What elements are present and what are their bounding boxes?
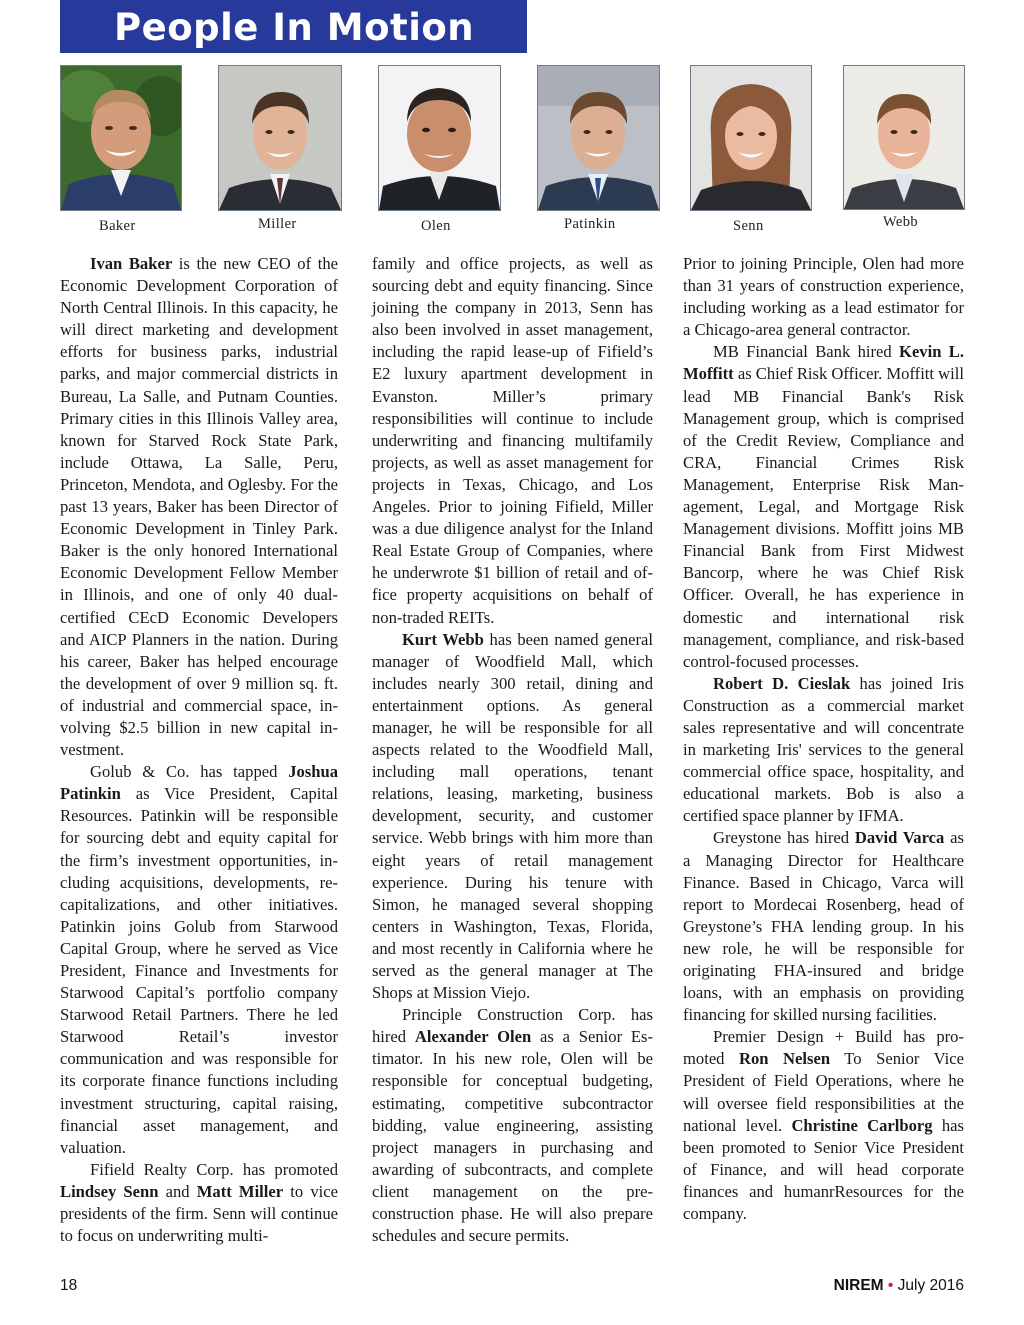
person-name: Matt Miller bbox=[196, 1181, 284, 1201]
article-text: and bbox=[158, 1181, 197, 1201]
issue-date: July 2016 bbox=[897, 1277, 964, 1294]
person-name: David Varca bbox=[854, 828, 945, 848]
person-name: Lindsey Senn bbox=[60, 1181, 159, 1201]
article-baker bbox=[60, 253, 338, 761]
article-text: as a Senior Estimator. In his new role, Olen will be responsible for conceptual budgeting, estimating, competitive subcontractor bidding, value engineering, assisting project managers in purchasing and awarding of subcontracts, and complete client management on the pre-construction phase. He will also prepare schedules and secure permits. bbox=[372, 1027, 654, 1246]
photo-webb bbox=[843, 65, 965, 210]
caption-baker: Baker bbox=[99, 218, 136, 234]
article-patinkin bbox=[60, 761, 338, 1159]
article-senn-miller-start bbox=[60, 1159, 338, 1247]
column-2 bbox=[372, 253, 653, 1247]
section-title: People In Motion bbox=[114, 6, 475, 49]
article-text: as Vice President, Capital Resources. Patinkin will be responsible for sourcing debt and equity capital for the firm’s investment opportunities, including acquisitions, developments, recapitalizations, and other initiatives. Patinkin joins Golub from Starwood Capital Group, where he served as Vice President, Finance and Investments for Starwood Capital’s portfolio company Starwood Retail Partners. There he led Starwood Retail’s investor communication and was responsible for its corporate finance functions including investment structuring, capital raising, financial asset management, and valuation. bbox=[60, 784, 338, 1157]
photo-senn bbox=[690, 65, 812, 211]
portrait-olen-icon bbox=[379, 66, 500, 210]
caption-olen: Olen bbox=[421, 218, 451, 234]
article-text: Greystone has hired bbox=[713, 828, 855, 848]
photo-olen bbox=[378, 65, 501, 211]
article-text: as Chief Risk Officer. Moffitt will lead MB Financial Bank's Risk Management group, which is comprised of the Credit Review, Compliance and CRA, Financial Crimes Risk Management, Enterprise Risk Management, Legal, and Mortgage Risk Management divisions. Moffitt joins MB Financial Bank from First Midwest Bancorp, where he was Chief Risk Officer. Overall, he has experience in domestic and international risk management, compliance, and risk-based control-focused processes. bbox=[683, 364, 964, 671]
article-text: to vice presidents of the firm. Senn will continue to focus on underwriting multi- bbox=[60, 1181, 338, 1246]
portrait-baker-icon bbox=[61, 66, 181, 210]
article-text: Principle Construction Corp. has hired bbox=[372, 1005, 653, 1047]
portrait-miller-icon bbox=[219, 66, 341, 210]
column-3 bbox=[683, 253, 964, 1225]
caption-patinkin: Patinkin bbox=[564, 216, 616, 232]
article-text: as a Managing Director for Healthcare Finance. Based in Chicago, Varca will report to Mordecai Rosenberg, head of Greystone’s FHA lending group. In his new role, he will be responsible for originating FHA-insured and bridge loans, with an emphasis on providing financing for skilled nursing facilities. bbox=[683, 828, 964, 1025]
article-text: is the new CEO of the Economic Development Corporation of North Central Illinois. In this capacity, he will direct marketing and development efforts for business parks, industrial parks, and major commercial districts in Bureau, La Salle, and Putnam Counties. Primary cities in this Illinois Valley area, known for Starved Rock State Park, include Ottawa, La Salle, Peru, Princeton, Mendota, and Oglesby. For the past 13 years, Baker has been Director of Economic Development in Tinley Park. Baker is the only honored International Economic Development Fellow Member in Illinois, and one of only 40 dual-certified CEcD Economic Developers and AICP Planners in the nation. During his career, Baker has helped encourage the development of over 9 million sq. ft. of industrial and commercial space, involving $2.5 billion in new capital investment. bbox=[60, 254, 338, 760]
article-text: MB Financial Bank hired bbox=[713, 342, 900, 362]
article-olen-continued: Prior to joining Principle, Olen had more than 31 years of construction experience, including working as a lead estimator for a Chicago-area general contractor. bbox=[683, 254, 964, 340]
caption-webb: Webb bbox=[883, 214, 919, 230]
caption-senn: Senn bbox=[733, 218, 764, 234]
publication-name: NIREM bbox=[833, 1277, 884, 1294]
person-name: Kurt Webb bbox=[402, 629, 484, 649]
article-text: To Senior Vice President of Field Operations, where he will oversee field responsibilities at the national level. bbox=[683, 1049, 965, 1135]
caption-miller: Miller bbox=[258, 216, 297, 232]
article-nelsen bbox=[683, 1026, 964, 1225]
portrait-senn-icon bbox=[691, 66, 811, 210]
article-text: Fifield Realty Corp. has promoted bbox=[90, 1159, 338, 1179]
article-cieslak bbox=[683, 673, 964, 828]
person-name: Christine Carlborg bbox=[791, 1115, 933, 1135]
bullet-separator: • bbox=[887, 1277, 894, 1294]
article-text: has joined Iris Construction as a commercial market sales representative and will concentrate in marketing Iris' services to the general commercial office space, hospitality, and educational markets. Bob is also a certified space planner by IFMA. bbox=[683, 673, 964, 826]
photo-strip bbox=[0, 0, 1024, 240]
person-name: Ivan Baker bbox=[90, 254, 173, 273]
article-text: Golub & Co. has tapped bbox=[90, 762, 289, 782]
article-olen bbox=[372, 1004, 653, 1247]
portrait-webb-icon bbox=[844, 66, 964, 209]
article-text: has been promoted to Senior Vice President of Finance, and will head corporate finances and humanrResources for the company. bbox=[683, 1115, 964, 1224]
person-name: Robert D. Cieslak bbox=[713, 673, 851, 693]
portrait-patinkin-icon bbox=[538, 66, 659, 210]
article-moffitt bbox=[683, 341, 964, 672]
person-name: Kevin L. Moffitt bbox=[683, 342, 964, 384]
photo-patinkin bbox=[537, 65, 660, 211]
person-name: Ron Nelsen bbox=[739, 1049, 831, 1069]
publication-footer bbox=[834, 1277, 964, 1295]
photo-miller bbox=[218, 65, 342, 211]
photo-baker bbox=[60, 65, 182, 211]
person-name: Joshua Patinkin bbox=[60, 762, 338, 804]
person-name: Alexander Olen bbox=[414, 1027, 532, 1047]
article-varca bbox=[683, 827, 964, 1026]
article-text: Premier Design + Build has promoted bbox=[683, 1027, 964, 1069]
article-webb bbox=[372, 629, 653, 1005]
column-1 bbox=[60, 253, 338, 1247]
article-senn-miller-continued: family and office projects, as well as sourcing debt and equity financing. Since joining the company in 2013, Senn has also been involved in asset management, including the rapid lease-up of Fifield’s E2 luxury apartment development in Evanston. Miller’s primary responsibilities will continue to include underwriting and financing multifamily projects, as well as asset management for projects in Texas, Chicago, and Los Angeles. Prior to joining Fifield, Miller was a due diligence analyst for the Inland Real Estate Group of Companies, where he underwrote $1 billion of retail and office property acquisitions on behalf of non-traded REITs. bbox=[372, 254, 653, 627]
page-number: 18 bbox=[60, 1277, 78, 1294]
article-text: has been named general manager of Woodfield Mall, which includes nearly 300 retail, dining and entertainment options. As general manager, he will be responsible for all aspects related to the Woodfield Mall, including mall operations, tenant relations, leasing, marketing, business development, security, and customer service. Webb brings with him more than eight years of retail management experience. During his tenure with Simon, he managed several shopping centers in Washington, Texas, Florida, and most recently in California where he served as the general manager at The Shops at Mission Viejo. bbox=[372, 629, 653, 1003]
